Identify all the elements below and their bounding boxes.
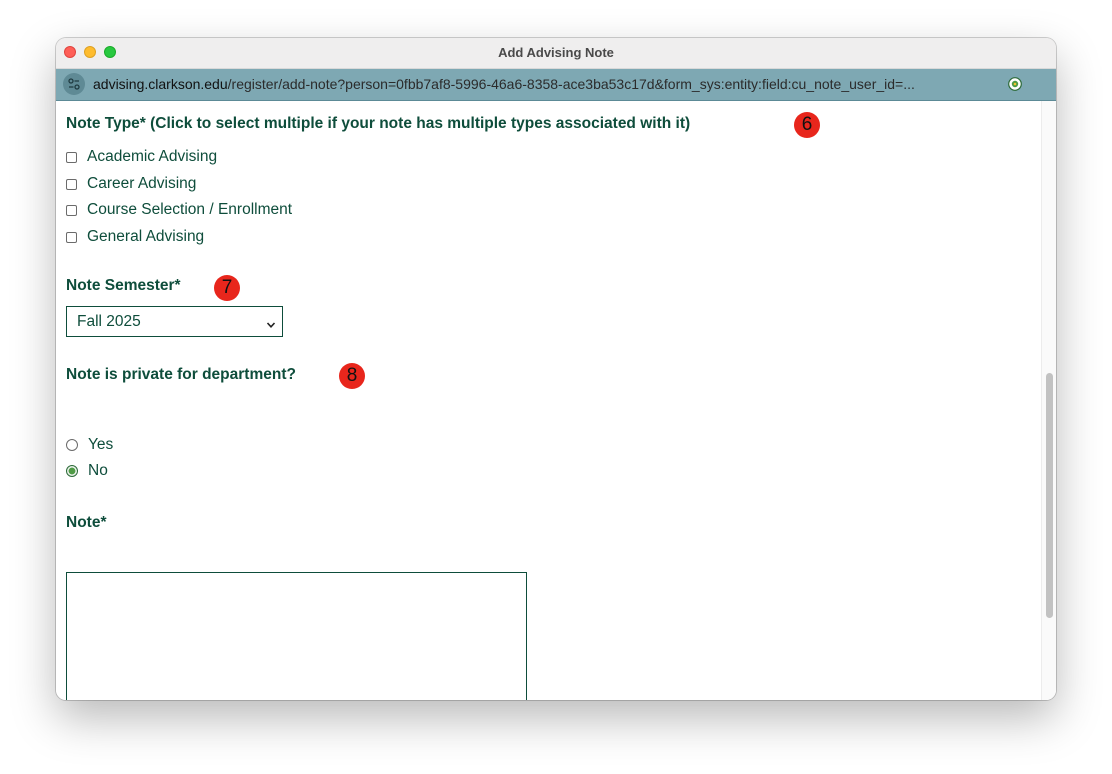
step-badge-6: 6 bbox=[794, 112, 820, 138]
note-type-label: Note Type* (Click to select multiple if your note has multiple types associated with it) bbox=[66, 115, 691, 132]
scrollbar-thumb[interactable] bbox=[1046, 373, 1053, 618]
checkbox-label: Course Selection / Enrollment bbox=[87, 201, 293, 218]
url-text[interactable] bbox=[93, 76, 993, 92]
radio-label: Yes bbox=[88, 436, 114, 453]
chevron-down-icon bbox=[266, 317, 276, 327]
url-domain: advising.clarkson.edu bbox=[93, 76, 228, 92]
checkbox[interactable] bbox=[66, 205, 77, 216]
checkbox[interactable] bbox=[66, 152, 77, 163]
address-bar[interactable] bbox=[56, 69, 1056, 101]
private-label: Note is private for department? bbox=[66, 366, 296, 383]
scrollbar[interactable] bbox=[1041, 101, 1056, 700]
checkbox-course-selection[interactable] bbox=[66, 200, 292, 220]
title-bar bbox=[56, 38, 1056, 69]
note-label: Note* bbox=[66, 514, 107, 531]
browser-window bbox=[56, 38, 1056, 700]
step-badge-7: 7 bbox=[214, 275, 240, 301]
checkbox[interactable] bbox=[66, 179, 77, 190]
page-content bbox=[56, 101, 1056, 700]
radio-button[interactable] bbox=[66, 439, 78, 451]
checkbox-career-advising[interactable] bbox=[66, 174, 196, 194]
radio-no[interactable] bbox=[66, 461, 108, 481]
checkbox-label: General Advising bbox=[87, 228, 205, 245]
semester-select[interactable] bbox=[66, 306, 283, 337]
checkbox[interactable] bbox=[66, 232, 77, 243]
checkbox-label: Academic Advising bbox=[87, 148, 218, 165]
radio-label: No bbox=[88, 462, 108, 479]
checkbox-academic-advising[interactable] bbox=[66, 147, 217, 167]
radio-button-selected[interactable] bbox=[66, 465, 78, 477]
semester-select-value: Fall 2025 bbox=[77, 313, 141, 330]
extension-icon[interactable] bbox=[1008, 77, 1022, 91]
site-settings-icon[interactable] bbox=[63, 73, 85, 95]
checkbox-general-advising[interactable] bbox=[66, 227, 204, 247]
note-textarea[interactable] bbox=[66, 572, 527, 700]
note-semester-label: Note Semester* bbox=[66, 277, 181, 294]
step-badge-8: 8 bbox=[339, 363, 365, 389]
checkbox-label: Career Advising bbox=[87, 175, 197, 192]
radio-yes[interactable] bbox=[66, 435, 113, 455]
window-title: Add Advising Note bbox=[498, 45, 614, 60]
url-path: /register/add-note?person=0fbb7af8-5996-46a6-8358-ace3ba53c17d&form_sys:entity:field:cu_note_user_id=... bbox=[227, 76, 915, 92]
